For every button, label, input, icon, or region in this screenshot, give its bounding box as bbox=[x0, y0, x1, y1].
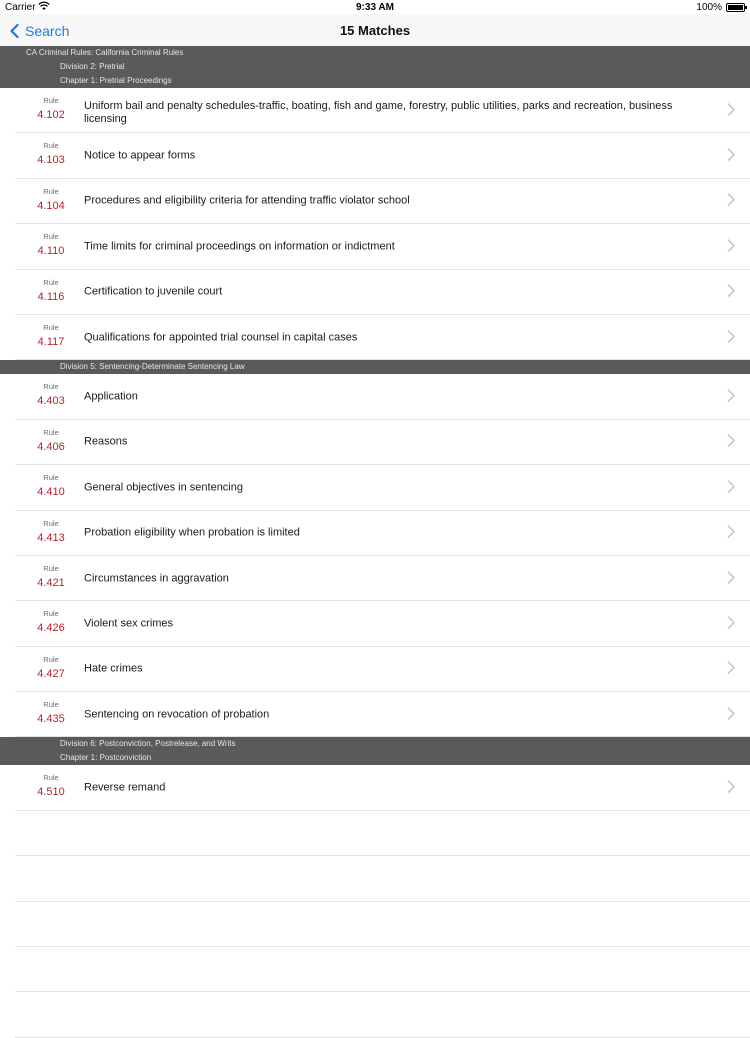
chevron-right-icon bbox=[727, 329, 736, 343]
rule-title: Procedures and eligibility criteria for attending traffic violator school bbox=[84, 194, 410, 207]
rule-word: Rule bbox=[43, 277, 59, 287]
rule-title: Circumstances in aggravation bbox=[84, 572, 229, 585]
rule-word: Rule bbox=[43, 232, 59, 242]
rule-number: 4.403 bbox=[37, 395, 65, 408]
rule-word: Rule bbox=[43, 427, 59, 437]
rule-number: 4.426 bbox=[37, 622, 65, 635]
chevron-right-icon bbox=[727, 479, 736, 493]
rule-word: Rule bbox=[43, 654, 59, 664]
rule-row[interactable] bbox=[0, 374, 750, 419]
rule-row[interactable] bbox=[0, 692, 750, 737]
chevron-right-icon bbox=[727, 616, 736, 630]
rule-number: 4.427 bbox=[37, 667, 65, 680]
rule-title: Application bbox=[84, 390, 138, 403]
section-header-line: Division 5: Sentencing-Determinate Sentencing Law bbox=[60, 362, 245, 372]
results-list bbox=[0, 46, 750, 1038]
rule-word: Rule bbox=[43, 700, 59, 710]
rule-word: Rule bbox=[43, 518, 59, 528]
rule-title: Certification to juvenile court bbox=[84, 285, 223, 298]
chevron-right-icon bbox=[727, 661, 736, 675]
rule-number: 4.406 bbox=[37, 440, 65, 453]
rule-row[interactable] bbox=[0, 556, 750, 601]
rule-number: 4.510 bbox=[37, 786, 65, 799]
rule-badge bbox=[26, 564, 76, 590]
navigation-bar bbox=[0, 14, 750, 46]
empty-row bbox=[0, 902, 750, 947]
rule-badge bbox=[26, 323, 76, 349]
chevron-right-icon bbox=[727, 148, 736, 162]
chevron-right-icon bbox=[727, 389, 736, 403]
rule-badge bbox=[26, 187, 76, 213]
section-header bbox=[0, 360, 750, 374]
section-header bbox=[0, 737, 750, 765]
empty-row bbox=[0, 856, 750, 901]
chevron-right-icon bbox=[727, 570, 736, 584]
rule-row[interactable] bbox=[0, 133, 750, 178]
rule-title: Uniform bail and penalty schedules-traffic, boating, fish and game, forestry, public utilities, parks and recreation, business licensing bbox=[84, 100, 673, 125]
rule-title: Violent sex crimes bbox=[84, 617, 174, 630]
rule-badge bbox=[26, 700, 76, 726]
rule-row[interactable] bbox=[0, 647, 750, 692]
rule-badge bbox=[26, 473, 76, 499]
rule-badge bbox=[26, 655, 76, 681]
rule-number: 4.410 bbox=[37, 486, 65, 499]
back-button-label: Search bbox=[25, 23, 70, 39]
rule-badge bbox=[26, 278, 76, 304]
rule-title: Notice to appear forms bbox=[84, 149, 196, 162]
rule-badge bbox=[26, 428, 76, 454]
rule-row[interactable] bbox=[0, 765, 750, 810]
rule-title: Sentencing on revocation of probation bbox=[84, 708, 270, 721]
empty-row bbox=[0, 811, 750, 856]
battery-percentage: 100% bbox=[696, 2, 722, 13]
rule-row[interactable] bbox=[0, 511, 750, 556]
rule-number: 4.102 bbox=[37, 109, 65, 121]
rule-number: 4.117 bbox=[37, 335, 65, 348]
chevron-right-icon bbox=[727, 525, 736, 539]
chevron-right-icon bbox=[727, 193, 736, 207]
rule-badge bbox=[26, 382, 76, 408]
rule-number: 4.116 bbox=[37, 290, 65, 303]
rule-title: Reverse remand bbox=[84, 781, 166, 794]
rule-row[interactable] bbox=[0, 88, 750, 133]
rule-word: Rule bbox=[43, 609, 59, 619]
rule-title: Reasons bbox=[84, 435, 128, 448]
section-header bbox=[0, 46, 750, 88]
status-bar bbox=[0, 0, 750, 14]
rule-badge bbox=[26, 141, 76, 167]
rule-title: General objectives in sentencing bbox=[84, 481, 243, 494]
rule-row[interactable] bbox=[0, 601, 750, 646]
section-header-line: Division 2: Pretrial bbox=[60, 62, 125, 71]
rule-badge bbox=[26, 519, 76, 545]
rule-title: Probation eligibility when probation is limited bbox=[84, 526, 300, 539]
battery-icon bbox=[726, 3, 745, 12]
chevron-right-icon bbox=[727, 706, 736, 720]
page-title: 15 Matches bbox=[339, 23, 411, 38]
rule-number: 4.435 bbox=[37, 713, 65, 726]
rule-badge bbox=[26, 96, 76, 122]
chevron-right-icon bbox=[727, 102, 736, 116]
rule-number: 4.421 bbox=[37, 576, 65, 589]
rule-row[interactable] bbox=[0, 465, 750, 510]
rule-number: 4.103 bbox=[37, 154, 65, 167]
chevron-right-icon bbox=[727, 284, 736, 298]
rule-word: Rule bbox=[43, 563, 59, 573]
section-header-line: Chapter 1: Postconviction bbox=[60, 753, 152, 763]
rule-row[interactable] bbox=[0, 420, 750, 465]
rule-row[interactable] bbox=[0, 270, 750, 315]
rule-row[interactable] bbox=[0, 224, 750, 269]
clock: 9:33 AM bbox=[356, 2, 394, 13]
rule-word: Rule bbox=[43, 773, 59, 783]
rule-word: Rule bbox=[43, 382, 59, 392]
empty-row bbox=[0, 992, 750, 1037]
section-header-line: Chapter 1: Pretrial Proceedings bbox=[60, 76, 172, 85]
section-header-line: CA Criminal Rules: California Criminal Rules bbox=[26, 48, 184, 57]
section-header-line: Division 6: Postconviction, Postrelease, and Writs bbox=[60, 739, 236, 749]
chevron-right-icon bbox=[727, 780, 736, 794]
rule-title: Qualifications for appointed trial counsel in capital cases bbox=[84, 331, 358, 344]
rule-row[interactable] bbox=[0, 179, 750, 224]
rule-number: 4.104 bbox=[37, 199, 65, 212]
rule-badge bbox=[26, 609, 76, 635]
rule-number: 4.110 bbox=[37, 245, 65, 258]
rule-title: Time limits for criminal proceedings on information or indictment bbox=[84, 240, 395, 253]
chevron-right-icon bbox=[727, 238, 736, 252]
rule-word: Rule bbox=[43, 141, 59, 151]
rule-word: Rule bbox=[43, 473, 59, 483]
rule-row[interactable] bbox=[0, 315, 750, 360]
empty-row bbox=[0, 947, 750, 992]
rule-word: Rule bbox=[43, 186, 59, 196]
rule-title: Hate crimes bbox=[84, 662, 143, 675]
rule-badge bbox=[26, 232, 76, 258]
rule-number: 4.413 bbox=[37, 531, 65, 544]
rule-word: Rule bbox=[43, 96, 59, 105]
rule-badge bbox=[26, 773, 76, 799]
carrier-label: Carrier bbox=[5, 2, 36, 13]
rule-word: Rule bbox=[43, 322, 59, 332]
chevron-right-icon bbox=[727, 434, 736, 448]
